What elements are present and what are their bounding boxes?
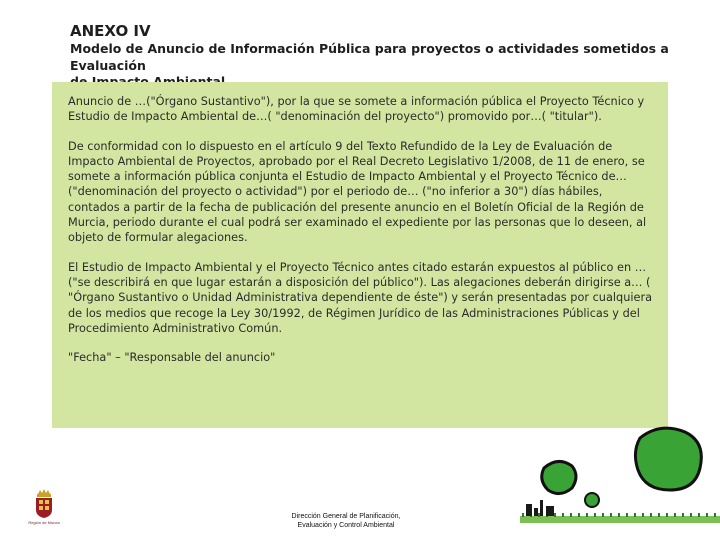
logo-caption: Región de Murcia [28, 520, 60, 525]
green-dot [585, 493, 599, 507]
footer-line-2: Evaluación y Control Ambiental [297, 522, 395, 529]
notice-paragraph-3: El Estudio de Impacto Ambiental y el Proyecto Técnico antes citado estarán expuestos al público en …("se describirá en que lugar estarán a disposición del público"). Las alegaciones deberán dirigirse a… ( "Órgano Sustantivo o Unidad Administrativa dependiente de éste") y serán presentadas por cualquiera de los medios que recoge la Ley 30/1992, de Régimen Jurídico de las Administraciones Públicas y del Procedimiento Administrativo Común. [68, 260, 653, 335]
notice-paragraph-2: De conformidad con lo dispuesto en el artículo 9 del Texto Refundido de la Ley de Evaluación de Impacto Ambiental de Proyectos, aprobado por el Real Decreto Legislativo 1/2008, de 11 de enero, se somete a información pública conjunta el Estudio de Impacto Ambiental y el Proyecto Técnico de… ("denominación del proyecto o actividad") por el periodo de… ("no inferior a 30") días hábiles, contados a partir de la fecha de publicación del presente anuncio en el Boletín Oficial de la Región de Murcia, periodo durante el cual podrá ser examinado el expediente por las personas que lo deseen, al objeto de formular alegaciones. [68, 139, 647, 245]
document-heading [70, 22, 670, 91]
notice-signature: "Fecha" – "Responsable del anuncio" [68, 351, 276, 365]
decorative-landscape [510, 420, 720, 540]
coat-of-arms-icon [24, 488, 64, 532]
notice-body [68, 94, 652, 365]
footer-line-1: Dirección General de Planificación, [291, 513, 401, 520]
grass-strip [520, 516, 720, 523]
notice-panel [52, 82, 668, 428]
green-blob-small [542, 461, 576, 493]
footer-department [266, 512, 426, 530]
green-blob-large [635, 428, 701, 490]
notice-paragraph-1: Anuncio de …("Órgano Sustantivo"), por la que se somete a información pública el Proyecto Técnico y Estudio de Impacto Ambiental de…( "denominación del proyecto") promovido por…( "titular"). [68, 95, 645, 124]
heading-line-1: Modelo de Anuncio de Información Pública para proyectos o actividades sometidos a Evaluación [70, 41, 669, 73]
annex-title: ANEXO IV [70, 22, 151, 40]
building-icon [526, 504, 532, 516]
